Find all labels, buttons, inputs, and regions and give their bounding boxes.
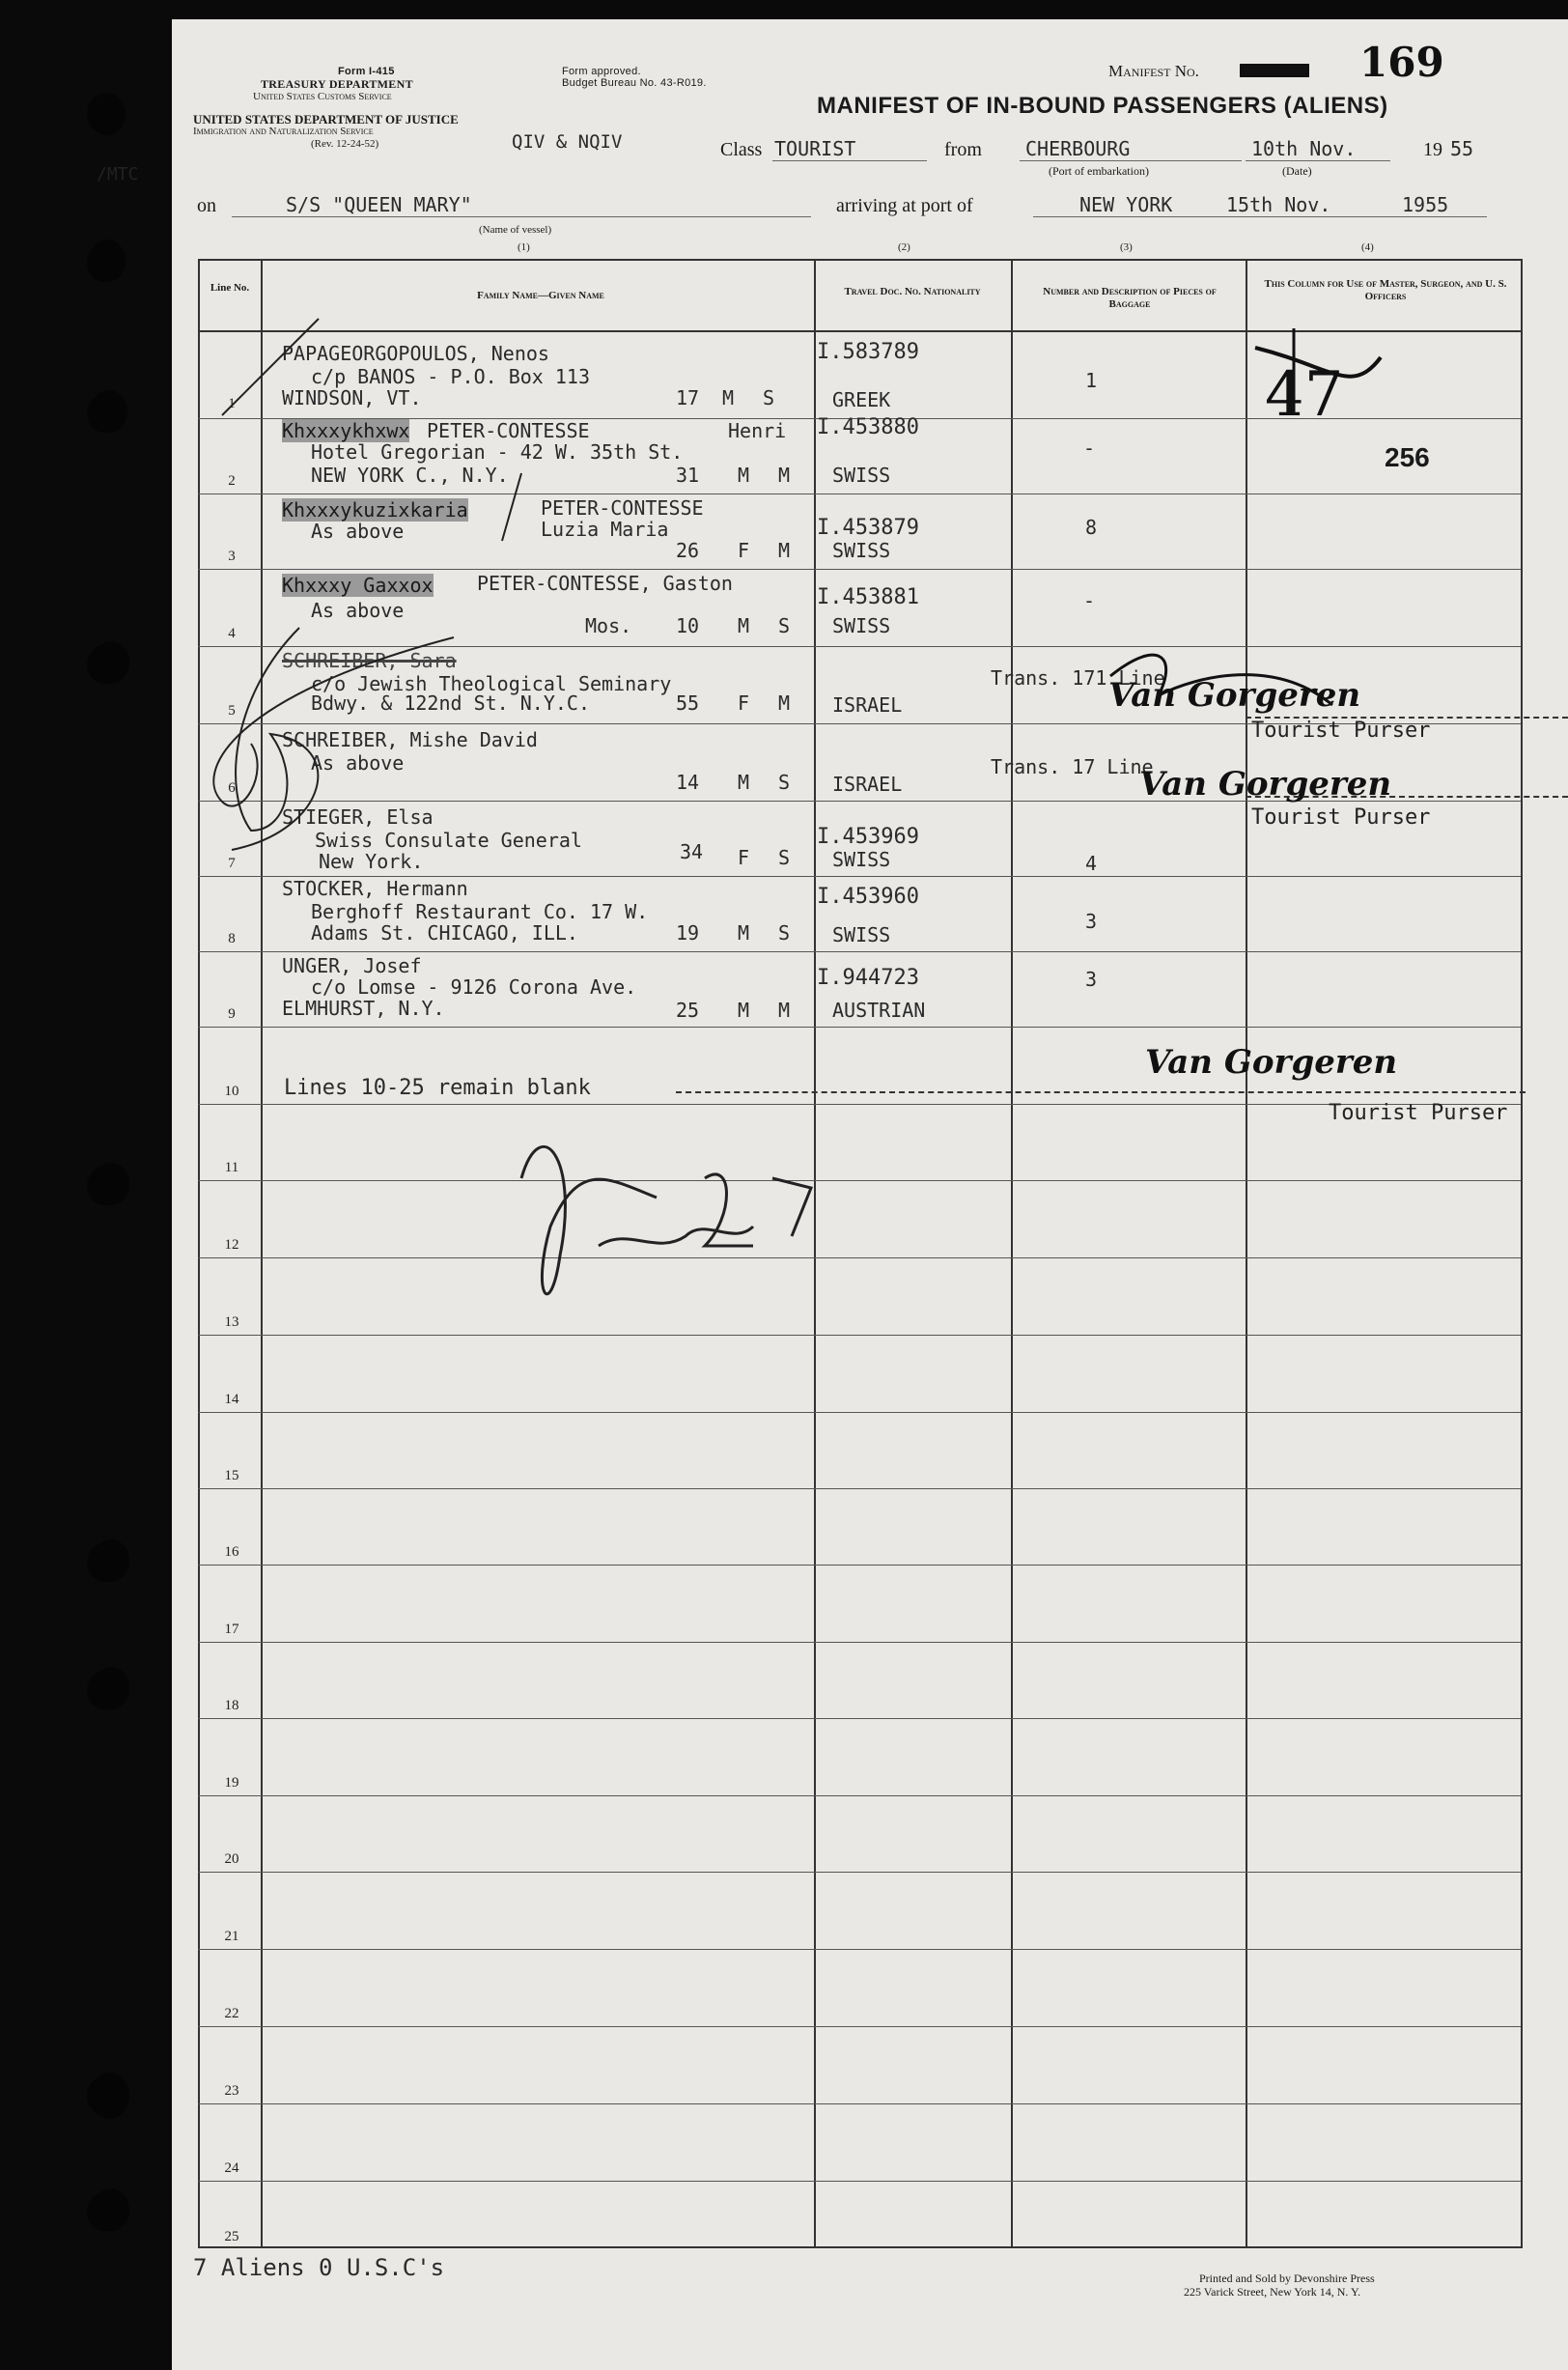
sex: F	[738, 691, 750, 715]
sex: M	[738, 771, 750, 794]
col-4-number: (4)	[1361, 241, 1374, 253]
baggage-count: -	[1083, 437, 1096, 460]
line-number: 6	[228, 780, 236, 796]
marital-status: S	[778, 614, 791, 637]
travel-doc: I.453969	[817, 825, 919, 849]
passenger-address: As above	[311, 520, 405, 543]
line-number: 2	[228, 473, 236, 489]
age: 55	[676, 691, 700, 715]
sex: M	[738, 464, 750, 487]
transfer-note: Trans. 171 Line	[991, 666, 1165, 690]
passenger-address: Swiss Consulate General	[315, 829, 582, 852]
manifest-label: Manifest No.	[1108, 62, 1199, 80]
struck-text: Khxxxykuzixkaria	[282, 498, 468, 522]
alien-summary: 7 Aliens 0 U.S.C's	[193, 2254, 445, 2281]
punch-hole	[93, 2188, 129, 2231]
punch-hole	[89, 93, 126, 135]
embark-date: 10th Nov.	[1251, 137, 1357, 160]
passenger-name: PAPAGEORGOPOULOS, Nenos	[282, 342, 549, 365]
baggage-count: -	[1083, 589, 1096, 612]
margin-note: /MTC	[97, 164, 139, 184]
marital-status: S	[763, 386, 775, 409]
nationality: SWISS	[832, 614, 891, 637]
arrival-year: 1955	[1402, 193, 1449, 216]
sex: M	[738, 614, 750, 637]
line-number: 22	[224, 2006, 239, 2021]
passenger-given-name: Luzia Maria	[541, 518, 669, 541]
form-approved: Form approved.	[562, 66, 641, 77]
travel-doc: I.453881	[817, 585, 919, 609]
age: 26	[676, 539, 700, 562]
nationality: GREEK	[832, 388, 891, 411]
purser-title: Tourist Purser	[1251, 719, 1431, 743]
punch-hole	[93, 641, 129, 684]
treasury-dept: TREASURY DEPARTMENT	[261, 77, 413, 91]
passenger-address: As above	[311, 751, 405, 775]
line-number: 20	[224, 1851, 239, 1867]
marital-status: M	[778, 691, 791, 715]
sex: M	[722, 386, 735, 409]
punch-hole	[91, 2073, 129, 2119]
passenger-address: As above	[311, 599, 405, 622]
purser-signature: Van Gorgeren	[1108, 676, 1361, 715]
baggage-count: 3	[1085, 910, 1098, 933]
ins-service: Immigration and Naturalization Service	[193, 126, 374, 137]
line-number: 5	[228, 703, 236, 719]
officer-mark-256: 256	[1385, 442, 1430, 472]
port-embarkation: CHERBOURG	[1025, 137, 1131, 160]
passenger-given-name: Henri	[728, 419, 787, 442]
passenger-address: Berghoff Restaurant Co. 17 W.	[311, 900, 649, 923]
year-prefix: 19	[1423, 139, 1442, 160]
line-number: 3	[228, 549, 236, 564]
passenger-name: STIEGER, Elsa	[282, 805, 434, 829]
line-number: 23	[224, 2083, 239, 2099]
age: 25	[676, 999, 700, 1022]
budget-bureau: Budget Bureau No. 43-R019.	[562, 77, 707, 89]
passenger-address: c/o Jewish Theological Seminary	[311, 672, 672, 695]
header-name: Family Name—Given Name	[477, 290, 604, 301]
arrival-port: NEW YORK	[1079, 193, 1173, 216]
col-3-number: (3)	[1120, 241, 1133, 253]
passenger-name: STOCKER, Hermann	[282, 877, 468, 900]
passenger-city: ELMHURST, N.Y.	[282, 997, 445, 1020]
redaction-mark	[1240, 64, 1309, 77]
visa-class: QIV & NQIV	[512, 131, 623, 153]
line-number: 17	[224, 1622, 239, 1637]
age: 17	[676, 386, 700, 409]
header-line-no: Line No.	[210, 282, 250, 294]
header-officers: This Column for Use of Master, Surgeon, and U. S. Officers	[1264, 278, 1507, 302]
age: 10	[676, 614, 700, 637]
line-number: 19	[224, 1775, 239, 1791]
class-value: TOURIST	[774, 137, 856, 160]
punch-hole	[89, 240, 126, 282]
header-baggage: Number and Description of Pieces of Baggage	[1043, 286, 1217, 310]
passenger-address: Hotel Gregorian - 42 W. 35th St.	[311, 440, 684, 464]
arriving-label: arriving at port of	[836, 195, 973, 216]
punch-hole	[93, 1163, 129, 1205]
baggage-count: 8	[1085, 516, 1098, 539]
line-number: 4	[228, 626, 236, 641]
travel-doc: I.453960	[817, 885, 919, 909]
port-caption: (Port of embarkation)	[1049, 164, 1149, 178]
manifest-number: 169	[1359, 39, 1444, 86]
struck-text: Khxxxykhxwx	[282, 419, 410, 442]
nationality: ISRAEL	[832, 693, 903, 717]
vessel-name: S/S "QUEEN MARY"	[286, 193, 472, 216]
revision: (Rev. 12-24-52)	[311, 138, 379, 150]
justice-dept: UNITED STATES DEPARTMENT OF JUSTICE	[193, 112, 459, 127]
age: 14	[676, 771, 700, 794]
col-1-number: (1)	[518, 241, 530, 253]
purser-title: Tourist Purser	[1251, 805, 1431, 830]
sex: M	[738, 999, 750, 1022]
passenger-city: Adams St. CHICAGO, ILL.	[311, 921, 578, 945]
passenger-name: SCHREIBER, Mishe David	[282, 728, 538, 751]
passenger-city: New York.	[319, 850, 424, 873]
printer-line-2: 225 Varick Street, New York 14, N. Y.	[1184, 2285, 1361, 2299]
age: 19	[676, 921, 700, 945]
blank-lines-note: Lines 10-25 remain blank	[284, 1076, 591, 1100]
punch-hole	[91, 390, 127, 433]
nationality: SWISS	[832, 464, 891, 487]
transfer-note: Trans. 17 Line	[991, 755, 1154, 778]
header-travel-doc: Travel Doc. No. Nationality	[844, 286, 981, 297]
passenger-surname: PETER-CONTESSE	[541, 496, 704, 520]
marital-status: M	[778, 999, 791, 1022]
punch-hole	[93, 1539, 129, 1582]
travel-doc: I.944723	[817, 966, 919, 990]
on-label: on	[197, 195, 216, 216]
struck-text: Khxxxy Gaxxox	[282, 574, 434, 597]
nationality: SWISS	[832, 923, 891, 946]
line-number: 13	[224, 1314, 239, 1330]
line-number: 25	[224, 2229, 239, 2244]
marital-status: S	[778, 771, 791, 794]
baggage-count: 3	[1085, 968, 1098, 991]
travel-doc: I.453880	[817, 415, 919, 439]
manifest-title: MANIFEST OF IN-BOUND PASSENGERS (ALIENS)	[817, 93, 1388, 119]
passenger-city: WINDSON, VT.	[282, 386, 422, 409]
passenger-name: PETER-CONTESSE, Gaston	[477, 572, 733, 595]
line-number: 10	[224, 1084, 239, 1099]
officer-mark-47: 47	[1265, 359, 1344, 431]
line-number: 9	[228, 1006, 236, 1022]
col-2-number: (2)	[898, 241, 910, 253]
passenger-surname: PETER-CONTESSE	[427, 419, 590, 442]
passenger-address: c/o Lomse - 9126 Corona Ave.	[311, 975, 637, 999]
line-number: 1	[228, 396, 236, 411]
sex: F	[738, 846, 750, 869]
line-number: 8	[228, 931, 236, 946]
embark-year: 55	[1450, 137, 1474, 160]
marital-status: S	[778, 846, 791, 869]
line-number: 12	[224, 1237, 239, 1253]
nationality: AUSTRIAN	[832, 999, 926, 1022]
passenger-city: NEW YORK C., N.Y.	[311, 464, 509, 487]
travel-doc: I.583789	[817, 340, 919, 364]
punch-hole	[93, 1667, 129, 1709]
purser-signature: Van Gorgeren	[1145, 1043, 1398, 1082]
nationality: SWISS	[832, 539, 891, 562]
purser-signature: Van Gorgeren	[1139, 765, 1392, 804]
line-number: 14	[224, 1392, 239, 1407]
customs-service: United States Customs Service	[253, 91, 392, 102]
line-number: 24	[224, 2160, 239, 2176]
line-number: 18	[224, 1698, 239, 1713]
date-caption: (Date)	[1282, 164, 1312, 178]
line-number: 7	[228, 856, 236, 871]
baggage-count: 4	[1085, 852, 1098, 875]
travel-doc: I.453879	[817, 516, 919, 540]
passenger-name: SCHREIBER, Sara	[282, 649, 457, 672]
marital-status: M	[778, 539, 791, 562]
line-number: 11	[224, 1160, 239, 1175]
baggage-count: 1	[1085, 369, 1098, 392]
line-number: 16	[224, 1544, 239, 1560]
nationality: ISRAEL	[832, 773, 903, 796]
marital-status: M	[778, 464, 791, 487]
from-label: from	[944, 139, 982, 160]
class-label: Class	[720, 139, 763, 160]
arrival-date: 15th Nov.	[1226, 193, 1331, 216]
passenger-address: c/p BANOS - P.O. Box 113	[311, 365, 590, 388]
handwritten-marks	[193, 290, 1545, 1449]
age: 31	[676, 464, 700, 487]
age: 34	[680, 840, 704, 863]
sex: M	[738, 921, 750, 945]
line-number: 15	[224, 1468, 239, 1483]
passenger-name: UNGER, Josef	[282, 954, 422, 977]
form-number: Form I-415	[338, 66, 395, 77]
vessel-caption: (Name of vessel)	[479, 224, 552, 236]
age-unit: Mos.	[585, 614, 632, 637]
line-number: 21	[224, 1929, 239, 1944]
purser-title: Tourist Purser	[1329, 1101, 1508, 1125]
marital-status: S	[778, 921, 791, 945]
nationality: SWISS	[832, 848, 891, 871]
passenger-city: Bdwy. & 122nd St. N.Y.C.	[311, 691, 590, 715]
printer-line-1: Printed and Sold by Devonshire Press	[1199, 2271, 1375, 2285]
sex: F	[738, 539, 750, 562]
